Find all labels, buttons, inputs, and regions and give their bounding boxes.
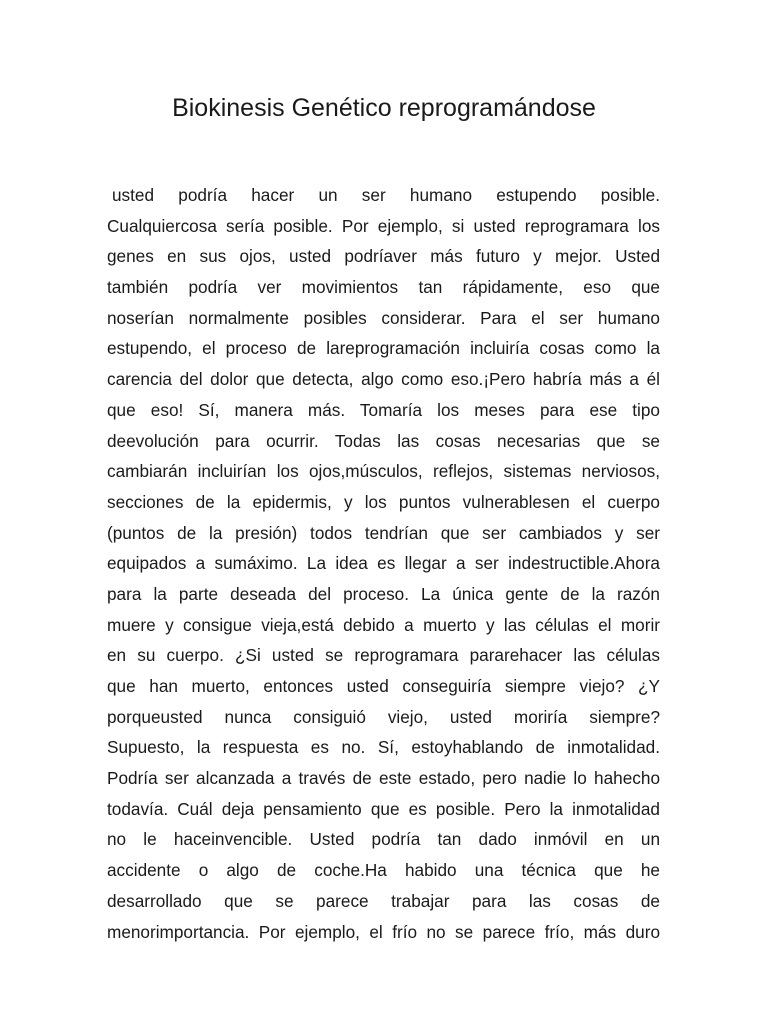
body-line: en su cuerpo. ¿Si usted se reprogramara pararehacer las células — [107, 645, 660, 666]
body-line: todavía. Cuál deja pensamiento que es posible. Pero la inmotalidad — [107, 798, 660, 819]
body-line: también podría ver movimientos tan rápidamente, eso que — [107, 277, 660, 298]
body-line: para la parte deseada del proceso. La única gente de la razón — [107, 583, 660, 604]
body-line: que han muerto, entonces usted conseguiría siempre viejo? ¿Y — [107, 676, 660, 696]
body-line: estupendo, el proceso de lareprogramación incluiría cosas como la — [107, 338, 660, 359]
body-line: porqueusted nunca consiguió viejo, usted moriría siempre? — [107, 706, 660, 727]
body-line: noserían normalmente posibles considerar. Para el ser humano — [107, 307, 660, 328]
body-line: carencia del dolor que detecta, algo como eso.¡Pero habría más a él — [107, 369, 660, 390]
body-line: menorimportancia. Por ejemplo, el frío no se parece frío, más duro — [107, 921, 660, 942]
body-line: genes en sus ojos, usted podríaver más futuro y mejor. Usted — [107, 246, 660, 267]
body-line: (puntos de la presión) todos tendrían que ser cambiados y ser — [107, 522, 660, 543]
body-line: que eso! Sí, manera más. Tomaría los meses para ese tipo — [107, 399, 660, 420]
body-line: Supuesto, la respuesta es no. Sí, estoyhablando de inmotalidad. — [107, 737, 660, 758]
body-line: desarrollado que se parece trabajar para las cosas de — [107, 890, 660, 911]
body-line: equipados a sumáximo. La idea es llegar a ser indestructible.Ahora — [107, 553, 660, 574]
body-line: secciones de la epidermis, y los puntos vulnerablesen el cuerpo — [107, 491, 660, 512]
body-line: Cualquiercosa sería posible. Por ejemplo, si usted reprogramara los — [107, 215, 660, 236]
body-line: muere y consigue vieja,está debido a muerto y las células el morir — [107, 614, 660, 635]
body-line: no le haceinvencible. Usted podría tan dado inmóvil en un — [107, 829, 660, 850]
body-line: usted podría hacer un ser humano estupendo posible. — [112, 185, 660, 205]
body-line: cambiarán incluirían los ojos,músculos, reflejos, sistemas nerviosos, — [107, 461, 660, 482]
body-line: deevolución para ocurrir. Todas las cosas necesarias que se — [107, 430, 660, 451]
body-line: Podría ser alcanzada a través de este estado, pero nadie lo hahecho — [107, 768, 660, 789]
body-line: accidente o algo de coche.Ha habido una técnica que he — [107, 860, 660, 881]
document-body — [107, 180, 660, 947]
document-title: Biokinesis Genético reprogramándose — [172, 94, 596, 122]
